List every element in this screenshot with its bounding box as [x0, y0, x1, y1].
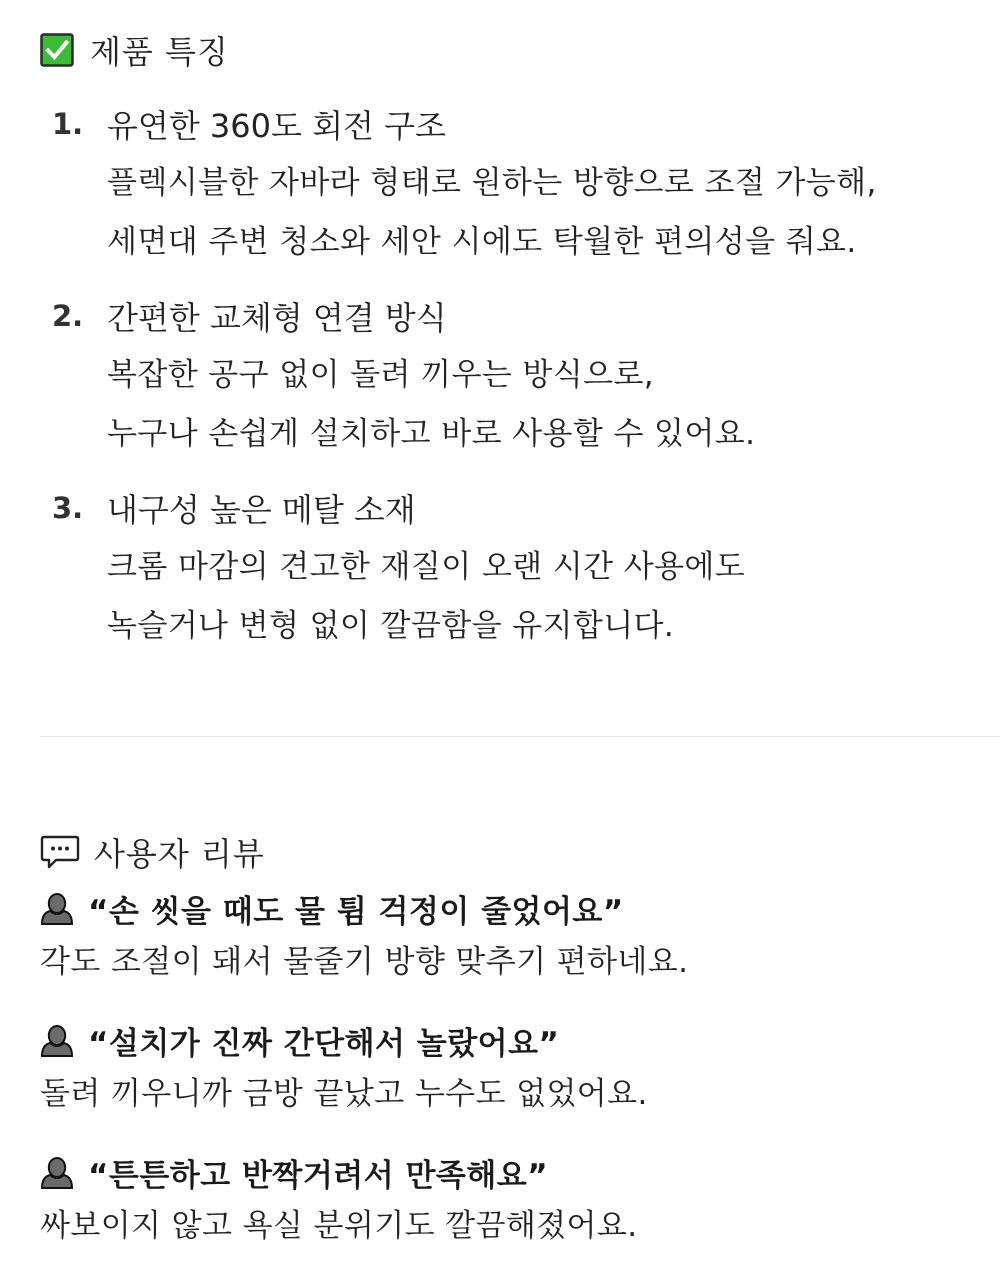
feature-number: 2. [52, 299, 84, 333]
feature-description-line: 누구나 손쉽게 설치하고 바로 사용할 수 있어요. [107, 416, 756, 452]
feature-description-line: 크롬 마감의 견고한 재질이 오랜 시간 사용에도 [107, 549, 746, 585]
review-item-3 [40, 1150, 990, 1246]
review-item-2 [40, 1018, 990, 1114]
section-divider [40, 736, 1000, 737]
feature-title: 유연한 360도 회전 구조 [107, 107, 446, 145]
feature-title-row [52, 488, 982, 528]
feature-number: 3. [52, 491, 84, 525]
person-silhouette-icon [40, 891, 74, 925]
person-silhouette-icon [40, 1155, 74, 1189]
feature-title-row [52, 104, 982, 144]
feature-description-line: 녹슬거나 변형 없이 깔끔함을 유지합니다. [107, 608, 675, 644]
person-silhouette-icon [40, 1023, 74, 1057]
review-quote: “튼튼하고 반짝거려서 만족해요” [88, 1157, 549, 1194]
feature-number: 1. [52, 107, 84, 141]
review-heading [40, 1018, 990, 1062]
feature-description-line: 복잡한 공구 없이 돌려 끼우는 방식으로, [107, 357, 655, 393]
review-heading [40, 1150, 990, 1194]
feature-title: 간편한 교체형 연결 방식 [107, 299, 447, 337]
feature-title-row [52, 296, 982, 336]
feature-item-3 [52, 488, 982, 665]
review-text: 싸보이지 않고 욕실 분위기도 깔끔해졌어요. [40, 1208, 638, 1244]
review-heading [40, 886, 990, 930]
review-quote: “설치가 진짜 간단해서 놀랐어요” [88, 1025, 560, 1062]
feature-item-1 [52, 104, 982, 281]
check-mark-button-icon [40, 33, 74, 67]
feature-item-2 [52, 296, 982, 473]
review-item-1 [40, 886, 990, 982]
review-text: 각도 조절이 돼서 물줄기 방향 맞추기 편하네요. [40, 944, 689, 980]
features-title: 제품 특징 [90, 33, 229, 71]
feature-description-line: 플렉시블한 자바라 형태로 원하는 방향으로 조절 가능해, [107, 165, 877, 201]
review-quote: “손 씻을 때도 물 튐 걱정이 줄었어요” [88, 893, 624, 930]
feature-title: 내구성 높은 메탈 소재 [107, 491, 416, 529]
features-header [40, 28, 229, 72]
feature-description-line: 세면대 주변 청소와 세안 시에도 탁월한 편의성을 줘요. [107, 224, 857, 260]
reviews-title: 사용자 리뷰 [94, 835, 265, 873]
review-text: 돌려 끼우니까 금방 끝났고 누수도 없었어요. [40, 1076, 648, 1112]
reviews-header [40, 830, 265, 874]
speech-balloon-icon [40, 834, 80, 870]
